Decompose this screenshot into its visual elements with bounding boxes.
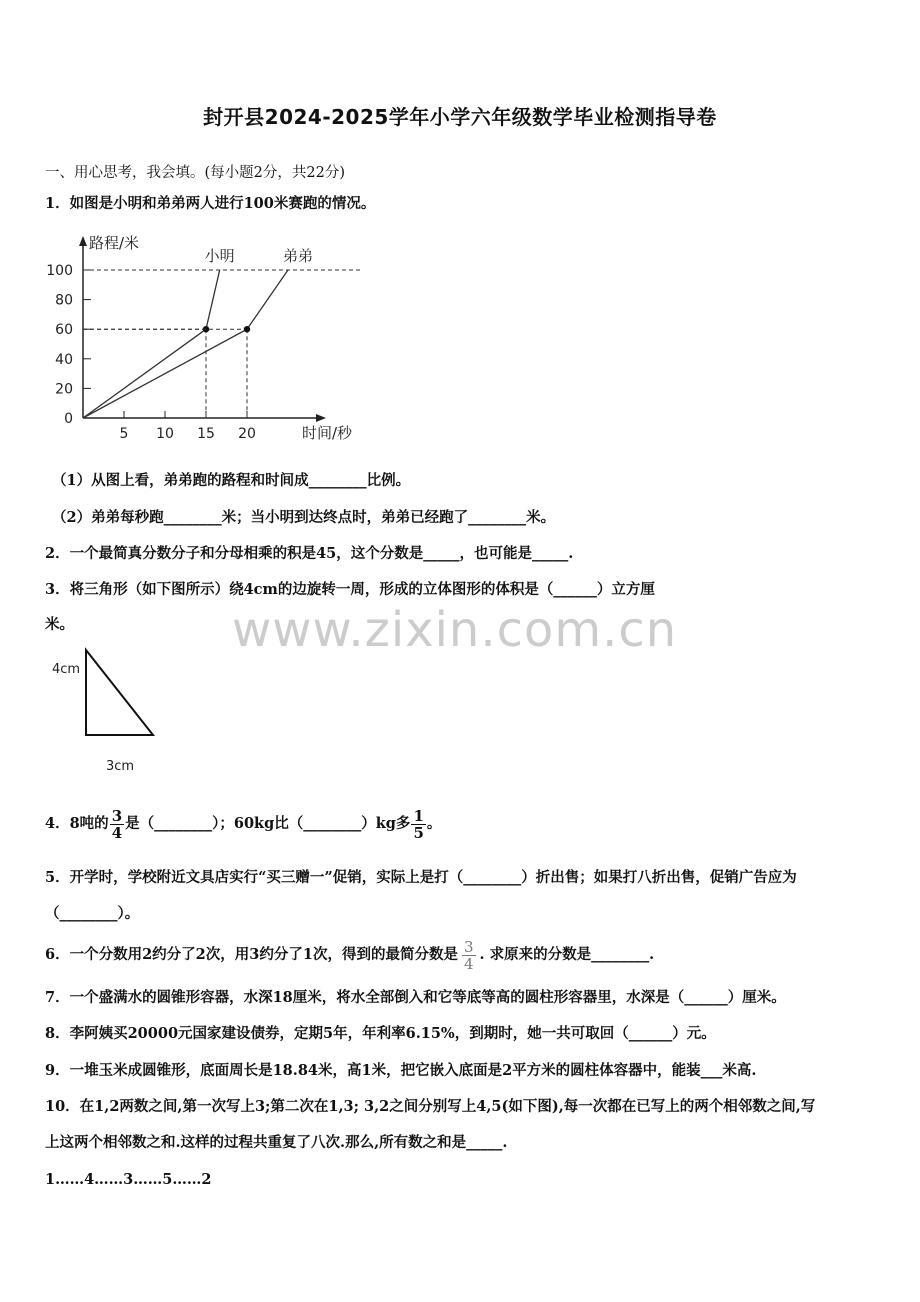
question-1-part-1: （1）从图上看，弟弟跑的路程和时间成________比例。 bbox=[52, 472, 411, 489]
question-10-continued: 上这两个相邻数之和.这样的过程共重复了八次.那么,所有数之和是_____. bbox=[45, 1134, 508, 1151]
question-7: 7．一个盛满水的圆锥形容器，水深18厘米，将水全部倒入和它等底等高的圆柱形容器里，水深是（______）厘米。 bbox=[45, 989, 786, 1006]
page-title: 封开县2024-2025学年小学六年级数学毕业检测指导卷 bbox=[203, 105, 717, 129]
question-4 bbox=[45, 800, 441, 848]
question-9: 9．一堆玉米成圆锥形，底面周长是18.84米，高1米，把它嵌入底面是2平方米的圆柱体容器中，能装___米高. bbox=[45, 1062, 757, 1079]
question-3-continued: 米。 bbox=[45, 616, 74, 633]
y-tick-label: 40 bbox=[55, 351, 73, 368]
race-chart bbox=[40, 228, 380, 448]
triangle-height-label: 4cm bbox=[52, 662, 81, 677]
fraction-denominator: 4 bbox=[463, 954, 474, 973]
question-4-part-a: 4．8吨的 bbox=[45, 815, 109, 832]
y-tick-label: 20 bbox=[55, 381, 73, 398]
fraction-denominator: 4 bbox=[111, 823, 123, 842]
question-1-part-2: （2）弟弟每秒跑________米；当小明到达终点时，弟弟已经跑了________米。 bbox=[52, 509, 556, 526]
y-tick-label: 100 bbox=[46, 263, 73, 279]
y-tick-label: 80 bbox=[55, 292, 73, 309]
x-tick-label: 5 bbox=[119, 426, 129, 442]
fraction-three-quarters bbox=[110, 808, 124, 841]
fraction-numerator: 3 bbox=[463, 937, 474, 956]
section-heading: 一、用心思考，我会填。(每小题2分，共22分) bbox=[45, 165, 345, 181]
x-axis-arrow bbox=[316, 414, 326, 422]
question-8: 8．李阿姨买20000元国家建设债券，定期5年，年利率6.15%，到期时，她一共可取回（______）元。 bbox=[45, 1025, 716, 1042]
fraction-numerator: 1 bbox=[413, 806, 424, 825]
y-tick-label: 0 bbox=[64, 411, 73, 427]
question-1: 1．如图是小明和弟弟两人进行100米赛跑的情况。 bbox=[45, 195, 376, 212]
triangle-base-label: 3cm bbox=[106, 759, 135, 774]
fraction-numerator: 3 bbox=[111, 806, 123, 825]
y-axis-label: 路程/米 bbox=[89, 234, 140, 252]
question-10-sequence: 1……4……3……5……2 bbox=[45, 1171, 212, 1188]
question-3: 3．将三角形（如下图所示）绕4cm的边旋转一周，形成的立体图形的体积是（______）立方厘 bbox=[45, 581, 655, 598]
series-line-0 bbox=[83, 270, 220, 418]
fraction-one-fifth bbox=[411, 808, 425, 841]
question-6-part-b: . 求原来的分数是________. bbox=[479, 946, 655, 963]
x-tick-label: 10 bbox=[156, 426, 174, 442]
watermark: www.zixin.com.cn bbox=[232, 602, 678, 658]
series-label-1: 弟弟 bbox=[282, 247, 314, 265]
fraction-three-quarters bbox=[462, 939, 476, 972]
x-axis-label: 时间/秒 bbox=[302, 424, 353, 442]
right-triangle bbox=[86, 650, 153, 735]
question-5-continued: （________）。 bbox=[45, 905, 140, 922]
series-label-0: 小明 bbox=[204, 247, 235, 265]
x-tick-label: 20 bbox=[238, 426, 256, 442]
question-2: 2．一个最简真分数分子和分母相乘的积是45，这个分数是_____，也可能是_____. bbox=[45, 545, 574, 562]
y-axis-arrow bbox=[79, 236, 87, 246]
fraction-denominator: 5 bbox=[413, 823, 424, 842]
question-4-part-b: 是（________）；60kg比（________）kg多 bbox=[125, 815, 411, 832]
question-4-part-c: 。 bbox=[426, 815, 442, 832]
x-tick-label: 15 bbox=[197, 426, 215, 442]
question-10: 10．在1,2两数之间,第一次写上3;第二次在1,3; 3,2之间分别写上4,5(如下图),每一次都在已写上的两个相邻数之间,写 bbox=[45, 1098, 816, 1115]
question-6 bbox=[45, 935, 654, 975]
triangle-figure bbox=[40, 645, 170, 780]
y-tick-label: 60 bbox=[55, 322, 73, 339]
question-5: 5．开学时，学校附近文具店实行“买三赠一”促销，实际上是打（________）折出售；如果打八折出售，促销广告应为 bbox=[45, 869, 797, 886]
data-point bbox=[244, 326, 250, 332]
question-6-part-a: 6．一个分数用2约分了2次，用3约分了1次，得到的最简分数是 bbox=[45, 946, 458, 963]
